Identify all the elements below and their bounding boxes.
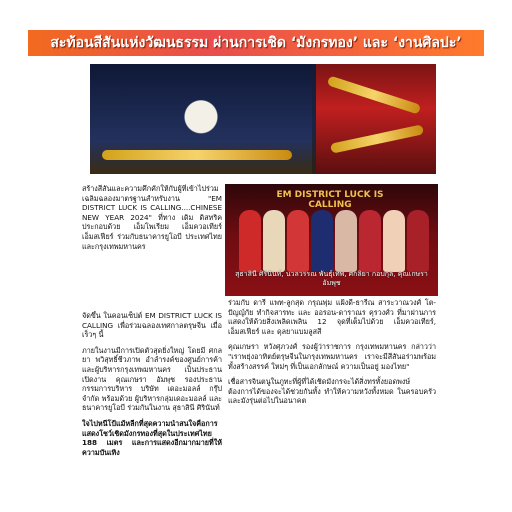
event-sign: EM DISTRICT LUCK IS CALLING [276,190,384,210]
guest-figure [263,210,285,272]
page-headline: สะท้อนสีสันแห่งวัฒนธรรม ผ่านการเชิด ‘มังกรทอง’ และ ‘งานศิลปะ’ [28,30,484,56]
paragraph: เชื่อสารจินตนูในภูทะที่ผู้ที่ได้เชิดมังกรจะได้สิ่งทรทั้งยอดพงษ์ ต้องการได้ของจะได้ช่วยกันทั้ง ทำให้ความหวังทั้งหมด ในครอบครัวและมังรุ่นต่อไปในอนาคต [228,377,436,406]
paragraph: คุณเกษรา หวังศุภวงศ์ รองผู้ว่าราชการ กรุงเทพมหานคร กล่าวว่า "เราพยุ่งอาทิตย์ตรุษจีนในกรุงเทพมหานคร เราจะมีสีสันอร่ามพร้อมทั้งสร้างสรรค์ ใหม่ๆ ที่เป็นเอกลักษณ์ ความเป็นอยู่ มองไทย" [228,342,436,371]
guest-figure [335,210,357,272]
photo-caption: สุธาสินี ศิรินันท์, นวลวรรณ พันธุ์เทพ, ศกลิยา กอบกุล, คุณเกษรา อัมพุช [235,270,428,287]
paragraph: ร่วมกับ ดารี แพท-ลูกสุด กรุณพุ่ม แฝ้งดี-ธารีณ สาระวาณวงศ์ โต-ปัญญ์กัย ทำกิจสารทะ และ ออรอน-ดาราณร คุรวงศ์ว ที่มาผ่านการแสดงให้ด้วยสิ่งเพลิดเพลิน 12 จุดที่เต็มไปด้วย เอ็มควอเทียร์, เอ็มสเฟียร์ และ ดุลยาแบมลูสสี [228,298,436,336]
paragraph: สร้างสีสันและความคึกคักให้กับผู้ที่เข้าไปร่วมเฉลิมฉลองมาตรฐานสำหรับงาน "EM DISTRICT LUCK IS CALLING....CHINESE NEW YEAR 2024" ที่ทาง เดิม ดิสทริค ประกอบด้วย เอ็มโพเรียม เอ็มควอเทียร์ เอ็มสเฟียร์ ร่วมกับธนาคารยูโอบี ประเทศไทย และกรุงเทพมหานคร [82,184,222,251]
paragraph: ภายในงานมีการเปิดตัวสุดยิ่งใหญ่ โดยมี ศกลยา พวิสุทธิ์ชีวภาพ อำลำรงค์ของศูนย์การค้า และผู้บริหารกรุงเทพมหานคร เป็นประธานเปิดงาน คุณเกษรา อัมพุช รองประธานกรรมการบริหาร บริษัท เดอะมอลล์ กรุ๊ป จำกัด พร้อมด้วย ผู้บริหารกลุ่มเดอะมอลล์ และ ธนาคารยูโอบี ร่วมกันในงาน สุธาสินี ศิรินันท์ [82,345,222,413]
golden-dragon-shape [102,150,292,160]
paragraph: ใจไปหนีโป้แม้หลีกที่สุดความนำสนใจคือการแสดงโชว์เชิดมังกรทองที่สุดในประเทศไทย 188 เมตร และการแสดงอีกมากมายที่ให้ความบันเทิง [82,418,222,457]
dragon-dance-photo [90,64,436,174]
guest-figure [311,210,333,272]
paragraph: จัดขึ้น ในคอนเซ็ปต์ EM DISTRICT LUCK IS CALLING เพื่อร่วมฉลองเทศกาลตรุษจีน เมื่อเร็วๆ นี้ [82,311,222,340]
guest-figure [407,210,429,272]
left-column-bottom [82,311,222,512]
guest-figure [359,210,381,272]
guest-figure [383,210,405,272]
guest-figure [287,210,309,272]
right-column [228,298,436,512]
guest-figure [239,210,261,272]
